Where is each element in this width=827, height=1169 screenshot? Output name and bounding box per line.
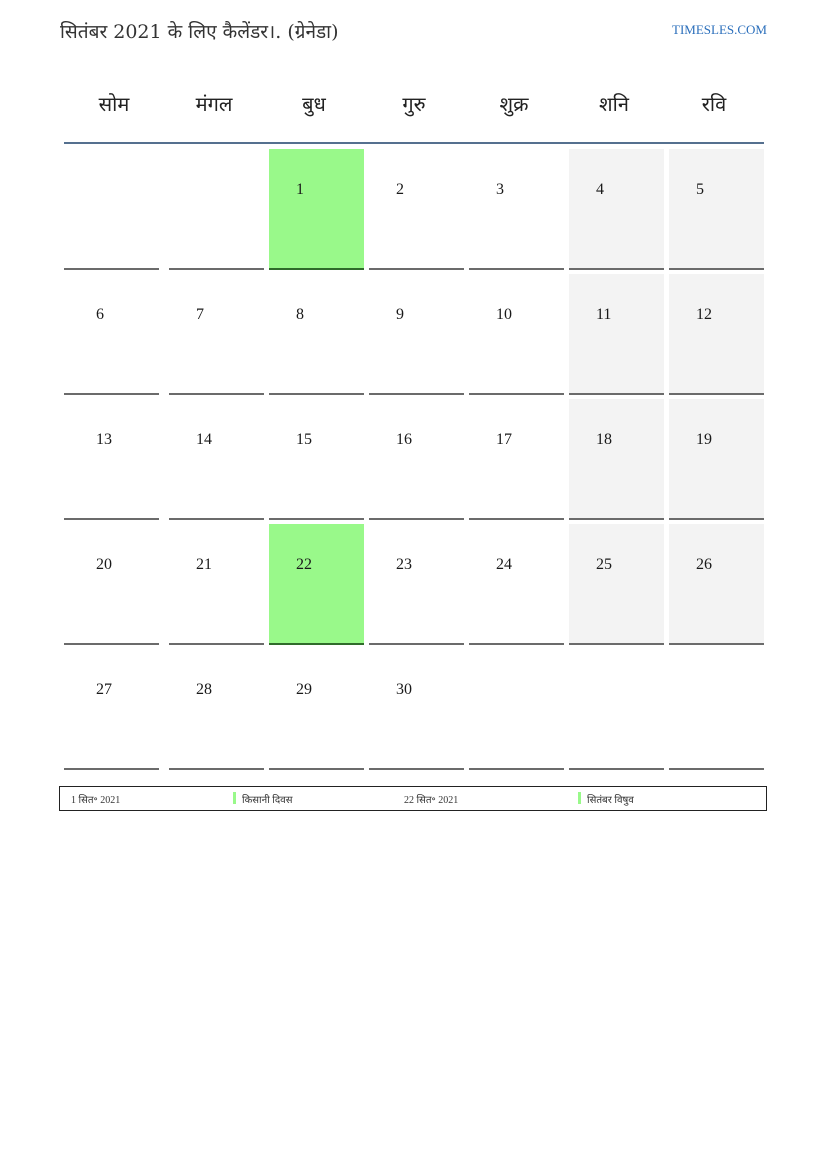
day-cell-underline (64, 268, 159, 270)
holiday-highlight (269, 149, 364, 268)
day-number: 26 (696, 556, 712, 573)
day-number: 29 (296, 681, 312, 698)
day-number: 9 (396, 306, 404, 323)
calendar-title: सितंबर 2021 के लिए कैलेंडर।. (ग्रेनेडा) (60, 21, 339, 43)
day-cell (264, 149, 364, 274)
day-number: 5 (696, 181, 704, 198)
day-cell-underline (169, 268, 264, 270)
day-cell-underline (569, 393, 664, 395)
day-number: 18 (596, 431, 612, 448)
day-cell (564, 399, 664, 524)
day-cell (64, 274, 164, 399)
day-cell-underline (169, 393, 264, 395)
day-cell-underline (569, 643, 664, 645)
day-cell-underline (569, 268, 664, 270)
day-cell (164, 524, 264, 649)
day-cell (264, 524, 364, 649)
day-cell (264, 274, 364, 399)
day-cell (564, 524, 664, 649)
day-cell (364, 649, 464, 774)
day-cell-underline (169, 643, 264, 645)
day-cell-underline (269, 768, 364, 770)
empty-day-cell (64, 149, 164, 274)
day-cell-background (669, 399, 764, 518)
day-number: 22 (296, 556, 312, 573)
day-cell-underline (64, 393, 159, 395)
day-cell-background (64, 274, 159, 393)
day-cell-background (569, 274, 664, 393)
day-cell (164, 399, 264, 524)
day-cell-underline (169, 768, 264, 770)
day-number: 16 (396, 431, 412, 448)
day-cell-background (64, 524, 159, 643)
empty-day-cell (564, 649, 664, 774)
day-cell-background (269, 649, 364, 768)
day-cell-background (169, 524, 264, 643)
day-cell-background (469, 274, 564, 393)
day-cell-background (369, 649, 464, 768)
day-cell-underline (64, 768, 159, 770)
day-number: 3 (496, 181, 504, 198)
day-cell-background (269, 274, 364, 393)
day-cell (64, 399, 164, 524)
day-cell-background (369, 149, 464, 268)
day-cell-underline (269, 393, 364, 395)
weekday-label: शुक्र (499, 92, 529, 116)
day-number: 11 (596, 306, 612, 323)
day-cell-background (64, 649, 159, 768)
day-number: 12 (696, 306, 712, 323)
day-number: 15 (296, 431, 312, 448)
weekday-label: सोम (98, 92, 130, 116)
day-cell-underline (669, 768, 764, 770)
day-cell-underline (369, 518, 464, 520)
day-cell (64, 649, 164, 774)
day-cell-underline (169, 518, 264, 520)
day-cell-background (569, 524, 664, 643)
day-cell (564, 149, 664, 274)
day-cell-background (64, 149, 159, 268)
day-cell-background (569, 149, 664, 268)
weekday-label: मंगल (195, 92, 233, 116)
day-cell-underline (669, 268, 764, 270)
day-cell-underline (469, 768, 564, 770)
day-cell-underline (64, 518, 159, 520)
day-cell-background (169, 149, 264, 268)
day-cell-underline (669, 393, 764, 395)
day-cell-underline (569, 518, 664, 520)
day-cell-background (269, 399, 364, 518)
day-cell (364, 149, 464, 274)
day-number: 30 (396, 681, 412, 698)
day-cell-background (469, 149, 564, 268)
day-cell-underline (269, 268, 364, 270)
day-cell (564, 274, 664, 399)
legend-date: 1 सित॰ 2021 (71, 795, 121, 806)
day-cell (664, 149, 764, 274)
header-divider (64, 142, 764, 144)
day-cell-background (669, 649, 764, 768)
day-cell (364, 274, 464, 399)
day-number: 2 (396, 181, 404, 198)
day-cell (464, 274, 564, 399)
day-cell-background (469, 524, 564, 643)
day-number: 24 (496, 556, 512, 573)
day-cell-background (64, 399, 159, 518)
day-cell-underline (369, 393, 464, 395)
day-cell (164, 649, 264, 774)
day-cell-background (369, 524, 464, 643)
holiday-highlight (269, 524, 364, 643)
day-number: 13 (96, 431, 112, 448)
day-cell-underline (469, 643, 564, 645)
day-number: 23 (396, 556, 412, 573)
day-number: 25 (596, 556, 612, 573)
empty-day-cell (164, 149, 264, 274)
day-cell-underline (269, 518, 364, 520)
day-cell (264, 399, 364, 524)
day-cell-background (669, 274, 764, 393)
day-cell-background (669, 149, 764, 268)
day-cell (64, 524, 164, 649)
legend-color-marker (233, 792, 236, 804)
calendar-grid (64, 149, 764, 774)
day-cell (264, 649, 364, 774)
day-cell (364, 399, 464, 524)
day-cell (464, 524, 564, 649)
day-cell-underline (269, 643, 364, 645)
legend-date: 22 सित॰ 2021 (404, 795, 459, 806)
day-cell-background (369, 274, 464, 393)
day-cell-background (569, 399, 664, 518)
day-cell-background (469, 649, 564, 768)
day-number: 19 (696, 431, 712, 448)
day-cell-underline (64, 643, 159, 645)
day-cell-underline (469, 393, 564, 395)
weekday-label: बुध (302, 92, 326, 116)
day-cell-background (369, 399, 464, 518)
day-number: 27 (96, 681, 112, 698)
weekday-label: रवि (701, 92, 727, 116)
day-cell (364, 524, 464, 649)
day-number: 10 (496, 306, 512, 323)
empty-day-cell (664, 649, 764, 774)
weekday-header-row (64, 78, 764, 142)
day-cell-background (469, 399, 564, 518)
day-number: 21 (196, 556, 212, 573)
day-cell-background (669, 524, 764, 643)
day-cell-underline (369, 643, 464, 645)
day-cell-underline (569, 768, 664, 770)
empty-day-cell (464, 649, 564, 774)
day-cell-underline (469, 518, 564, 520)
day-cell-background (169, 274, 264, 393)
weekday-label: शनि (599, 92, 629, 116)
site-link[interactable]: TIMESLES.COM (672, 22, 767, 37)
day-number: 6 (96, 306, 104, 323)
day-cell (664, 524, 764, 649)
day-cell-background (169, 399, 264, 518)
day-cell (464, 399, 564, 524)
day-number: 4 (596, 181, 604, 198)
day-number: 28 (196, 681, 212, 698)
day-cell-underline (469, 268, 564, 270)
day-number: 8 (296, 306, 304, 323)
holiday-legend (59, 786, 767, 811)
legend-holiday-name: सितंबर विषुव (587, 795, 634, 806)
legend-holiday-name: किसानी दिवस (242, 795, 293, 806)
day-cell-underline (669, 518, 764, 520)
weekday-label: गुरु (402, 92, 426, 116)
day-cell (664, 399, 764, 524)
day-number: 14 (196, 431, 212, 448)
day-number: 1 (296, 181, 304, 198)
day-cell (664, 274, 764, 399)
day-cell-background (569, 649, 664, 768)
day-cell (464, 149, 564, 274)
day-number: 17 (496, 431, 512, 448)
day-cell-underline (369, 768, 464, 770)
day-number: 20 (96, 556, 112, 573)
day-number: 7 (196, 306, 204, 323)
legend-color-marker (578, 792, 581, 804)
day-cell-background (169, 649, 264, 768)
day-cell-underline (369, 268, 464, 270)
day-cell-underline (669, 643, 764, 645)
day-cell (164, 274, 264, 399)
